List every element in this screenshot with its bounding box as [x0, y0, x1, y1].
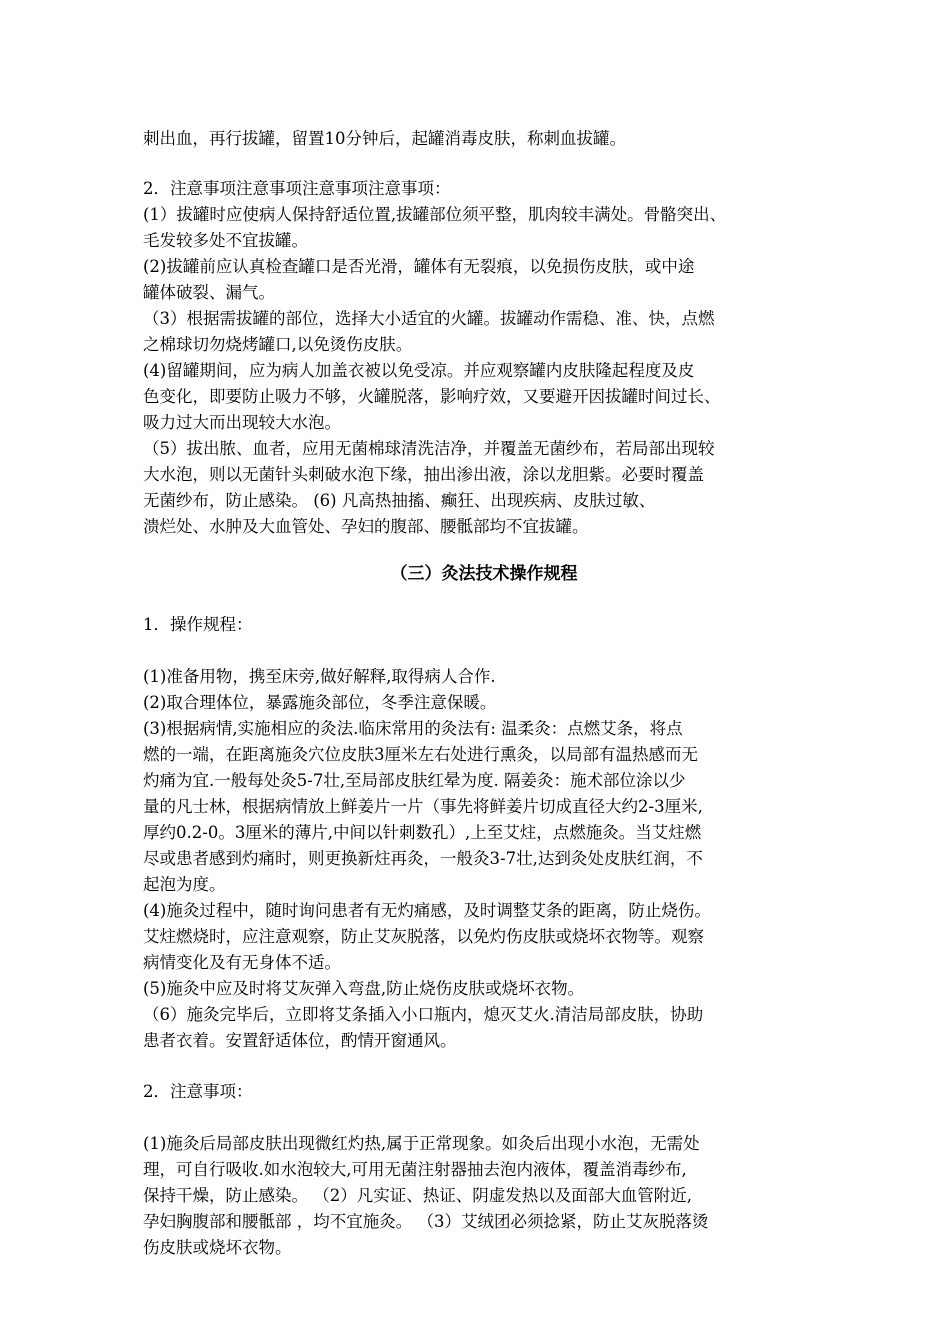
section-heading-notes: 2．注意事项：	[143, 1082, 253, 1101]
paragraph-line: 艾炷燃烧时，应注意观察，防止艾灰脱落，以免灼伤皮肤或烧坏衣物等。观察	[143, 927, 704, 946]
paragraph-line: (5)施灸中应及时将艾灰弹入弯盘,防止烧伤皮肤或烧坏衣物。	[143, 979, 585, 998]
paragraph-line: 罐体破裂、漏气。	[143, 283, 275, 302]
paragraph-line: 起泡为度。	[143, 875, 226, 894]
paragraph-line: 理，可自行吸收.如水泡较大,可用无菌注射器抽去泡内液体，覆盖消毒纱布,	[143, 1160, 687, 1179]
paragraph-line: (2)拔罐前应认真检查罐口是否光滑，罐体有无裂痕，以免损伤皮肤，或中途	[143, 257, 695, 276]
paragraph-line: (3)根据病情,实施相应的灸法.临床常用的灸法有: 温柔灸：点燃艾条，将点	[143, 719, 683, 738]
paragraph-line: (4)施灸过程中，随时询问患者有无灼痛感，及时调整艾条的距离，防止烧伤。	[143, 901, 711, 920]
paragraph-line: 刺出血，再行拔罐，留置10分钟后，起罐消毒皮肤，称刺血拔罐。	[143, 129, 626, 148]
paragraph-line: （5）拔出脓、血者，应用无菌棉球清洗洁净，并覆盖无菌纱布，若局部出现较	[143, 439, 715, 458]
paragraph-line: 之棉球切勿烧烤罐口,以免烫伤皮肤。	[143, 335, 413, 354]
paragraph-line: 孕妇胸腹部和腰骶部 ，均不宜施灸。 （3）艾绒团必须捻紧，防止艾灰脱落烫	[143, 1212, 709, 1231]
paragraph-line: (1)施灸后局部皮肤出现微红灼热,属于正常现象。如灸后出现小水泡，无需处	[143, 1134, 700, 1153]
paragraph-line: (4)留罐期间，应为病人加盖衣被以免受凉。并应观察罐内皮肤隆起程度及皮	[143, 361, 695, 380]
paragraph-line: 灼痛为宜.一般每处灸5-7壮,至局部皮肤红晕为度. 隔姜灸：施术部位涂以少	[143, 771, 686, 790]
paragraph-line: 尽或患者感到灼痛时，则更换新炷再灸，一般灸3-7壮,达到灸处皮肤红润，不	[143, 849, 703, 868]
paragraph-line: （6）施灸完毕后，立即将艾条插入小口瓶内，熄灭艾火.清洁局部皮肤，协助	[143, 1005, 704, 1024]
paragraph-line: 色变化，即要防止吸力不够，火罐脱落，影响疗效，又要避开因拔罐时间过长、	[143, 387, 721, 406]
paragraph-line: （3）根据需拔罐的部位，选择大小适宜的火罐。拔罐动作需稳、准、快，点燃	[143, 309, 715, 328]
paragraph-line: 吸力过大而出现较大水泡。	[143, 413, 341, 432]
paragraph-line: (1）拔罐时应使病人保持舒适位置,拔罐部位须平整，肌肉较丰满处。骨骼突出、	[143, 205, 727, 224]
paragraph-line: (1)准备用物，携至床旁,做好解释,取得病人合作.	[143, 667, 496, 686]
paragraph-line: 溃烂处、水肿及大血管处、孕妇的腹部、腰骶部均不宜拔罐。	[143, 517, 589, 536]
section-heading-procedure: 1．操作规程：	[143, 615, 253, 634]
paragraph-line: 毛发较多处不宜拔罐。	[143, 231, 308, 250]
paragraph-line: (2)取合理体位，暴露施灸部位，冬季注意保暖。	[143, 693, 497, 712]
moxibustion-heading: （三）灸法技术操作规程	[390, 564, 578, 584]
paragraph-line: 病情变化及有无身体不适。	[143, 953, 341, 972]
paragraph-line: 燃的一端，在距离施灸穴位皮肤3厘米左右处进行熏灸，以局部有温热感而无	[143, 745, 698, 764]
paragraph-line: 大水泡，则以无菌针头刺破水泡下缘，抽出渗出液，涂以龙胆紫。必要时覆盖	[143, 465, 704, 484]
section-heading-precautions: 2．注意事项注意事项注意事项注意事项：	[143, 179, 451, 198]
paragraph-line: 厚约0.2-0。3厘米的薄片,中间以针刺数孔）,上至艾炷，点燃施灸。当艾炷燃	[143, 823, 702, 842]
paragraph-line: 量的凡士林，根据病情放上鲜姜片一片（事先将鲜姜片切成直径大约2-3厘米,	[143, 797, 703, 816]
paragraph-line: 保持干燥，防止感染。 （2）凡实证、热证、阴虚发热以及面部大血管附近,	[143, 1186, 692, 1205]
paragraph-line: 患者衣着。安置舒适体位，酌情开窗通风。	[143, 1031, 457, 1050]
paragraph-line: 无菌纱布，防止感染。 (6) 凡高热抽搐、癫狂、出现疾病、皮肤过敏、	[143, 491, 656, 510]
paragraph-line: 伤皮肤或烧坏衣物。	[143, 1238, 292, 1257]
